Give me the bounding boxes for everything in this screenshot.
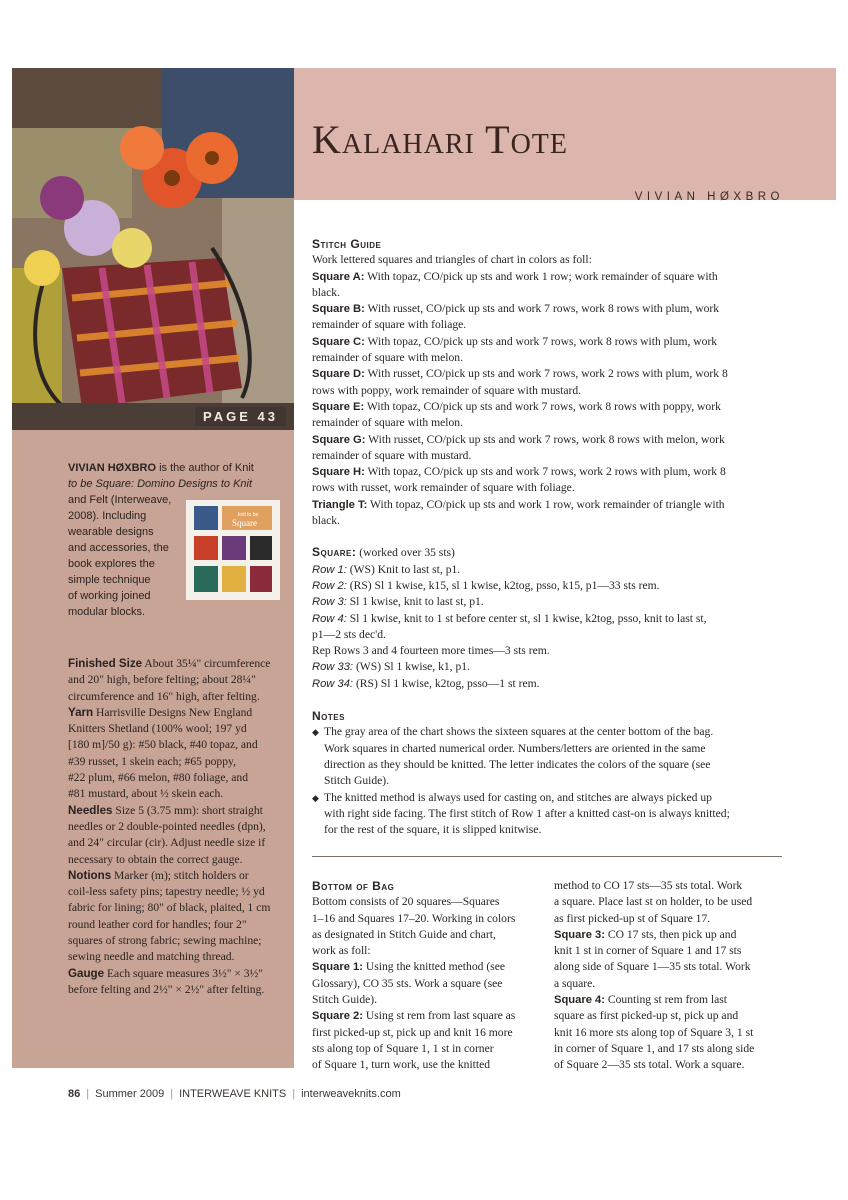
main-content xyxy=(312,236,786,838)
spec-line: Knitters Shetland (100% wool; 197 yd xyxy=(68,722,247,736)
note-line: Stitch Guide). xyxy=(324,774,390,788)
square-heading: Square: xyxy=(312,545,357,560)
spec-line: Finished Size About 35¼" circumference xyxy=(68,657,271,670)
issue-label: Summer 2009 xyxy=(95,1088,165,1100)
notes-heading: Notes xyxy=(312,709,345,724)
magazine-name: INTERWEAVE KNITS xyxy=(179,1088,287,1100)
stitch-guide-line: Square A: With topaz, CO/pick up sts and work 1 row; work remainder of square with xyxy=(312,269,718,283)
spec-line: and 24" circular (cir). Adjust needle size if xyxy=(68,836,266,850)
title-band xyxy=(294,68,836,203)
spec-line: sewing needle and matching thread. xyxy=(68,950,235,964)
body-line: 1–16 and Squares 17–20. Working in colors xyxy=(312,911,516,925)
body-line: first picked-up st, pick up and knit 16 more xyxy=(312,1025,513,1039)
body-line: work as foll: xyxy=(312,944,371,958)
stitch-guide-line: rows with poppy, work remainder of square with mustard. xyxy=(312,383,582,397)
square-row: Rep Rows 3 and 4 fourteen more times—3 sts rem. xyxy=(312,644,550,658)
page-reference-label: PAGE 43 xyxy=(195,407,286,426)
note-item: ◆ The gray area of the chart shows the sixteen squares at the center bottom of the bag. xyxy=(312,724,786,740)
designer-byline: VIVIAN HØXBRO xyxy=(634,191,784,203)
note-line: for the rest of the square, it is slipped knitwise. xyxy=(324,823,542,837)
body-line: Square 2: Using st rem from last square as xyxy=(312,1009,516,1023)
stitch-guide-line: rows with russet, work remainder of square with foliage. xyxy=(312,481,575,495)
body-line: Square 4: Counting st rem from last xyxy=(554,993,728,1007)
square-heading-line xyxy=(312,544,786,561)
bio-line: book explores the xyxy=(68,558,155,570)
spec-line: necessary to obtain the correct gauge. xyxy=(68,852,243,866)
square-row: Row 2: (RS) Sl 1 kwise, k15, sl 1 kwise, k2tog, psso, k15, p1—33 sts rem. xyxy=(312,578,660,592)
website-link[interactable]: interweaveknits.com xyxy=(301,1088,401,1100)
footer-separator: | xyxy=(170,1088,174,1100)
note-line: direction as they should be knitted. The letter indicates the colors of the square (see xyxy=(324,757,711,771)
stitch-guide-text xyxy=(312,252,786,529)
bio-line: and Felt (Interweave, xyxy=(68,494,172,506)
spec-line: coil-less safety pins; tapestry needle; ½ yd xyxy=(68,885,265,899)
book-cover-graphic xyxy=(186,500,280,600)
spec-line: [180 m]/50 g): #50 black, #40 topaz, and xyxy=(68,738,258,752)
footer-separator: | xyxy=(86,1088,90,1100)
book-title-small: knit to be xyxy=(238,512,259,518)
sidebar xyxy=(12,430,294,1068)
note-line: Work squares in charted numerical order. Numbers/letters are oriented in the same xyxy=(324,741,706,755)
square-row: Row 3: Sl 1 kwise, knit to last st, p1. xyxy=(312,595,484,609)
stitch-guide-line: Square B: With russet, CO/pick up sts and work 7 rows, work 8 rows with plum, work xyxy=(312,302,720,316)
bio-line: of working joined xyxy=(68,590,151,602)
body-line: knit 16 more sts along top of Square 3, 1 st xyxy=(554,1025,754,1039)
diamond-bullet-icon: ◆ xyxy=(312,727,319,738)
spec-line: before felting and 2½" × 2½" after felting. xyxy=(68,982,265,996)
square-row: Row 4: Sl 1 kwise, knit to 1 st before center st, sl 1 kwise, k2tog, psso, knit to last st, xyxy=(312,611,707,625)
stitch-guide-line: Square D: With russet, CO/pick up sts and work 7 rows, work 2 rows with plum, work 8 xyxy=(312,367,728,381)
stitch-guide-line: remainder of square with melon. xyxy=(312,351,463,365)
body-line: a square. Place last st on holder, to be used xyxy=(554,895,753,909)
bio-line: simple technique xyxy=(68,574,151,586)
body-line: a square. xyxy=(554,976,596,990)
stitch-guide-line: Work lettered squares and triangles of chart in colors as foll: xyxy=(312,253,592,267)
body-line: of Square 1, turn work, use the knitted xyxy=(312,1058,491,1072)
spec-line: needles or 2 double-pointed needles (dpn), xyxy=(68,819,266,833)
spec-line: Needles Size 5 (3.75 mm): short straight xyxy=(68,803,263,817)
body-line: of Square 2—35 sts total. Work a square. xyxy=(554,1058,745,1072)
section-divider xyxy=(312,856,782,857)
cover-photo xyxy=(12,68,294,430)
spec-line: #22 plum, #66 melon, #80 foliage, and xyxy=(68,771,248,785)
stitch-guide-line: black. xyxy=(312,514,341,528)
spec-line: Gauge Each square measures 3½" × 3½" xyxy=(68,966,264,980)
book-cover-image xyxy=(186,500,280,600)
stitch-guide-line: Triangle T: With topaz, CO/pick up sts and work 1 row, work remainder of triangle with xyxy=(312,497,725,511)
spec-line: #81 mustard, about ½ skein each. xyxy=(68,787,224,801)
author-name: VIVIAN HØXBRO xyxy=(68,462,157,474)
diamond-bullet-icon: ◆ xyxy=(312,792,319,803)
tote-photo-illustration xyxy=(12,68,294,430)
specs-block xyxy=(68,656,290,998)
body-line: Square 1: Using the knitted method (see xyxy=(312,960,505,974)
stitch-guide-line: Square E: With topaz, CO/pick up sts and work 7 rows, work 8 rows with poppy, work xyxy=(312,399,721,413)
body-line: sts along top of Square 1, 1 st in corner xyxy=(312,1041,494,1055)
body-line: as designated in Stitch Guide and chart, xyxy=(312,927,496,941)
stitch-guide-line: Square H: With topaz, CO/pick up sts and work 7 rows, work 2 rows with plum, work 8 xyxy=(312,465,726,479)
body-line: knit 1 st in corner of Square 1 and 17 sts xyxy=(554,944,742,958)
bio-line: to be Square: Domino Designs to Knit xyxy=(68,478,253,490)
stitch-guide-line: black. xyxy=(312,285,341,299)
notes-list xyxy=(312,724,786,838)
spec-line: fabric for lining; 80" of black, plaited, 1 cm xyxy=(68,901,271,915)
page-number: 86 xyxy=(68,1088,81,1100)
author-bio xyxy=(68,460,254,620)
square-instructions xyxy=(312,562,786,692)
bio-line: 2008). Including xyxy=(68,510,147,522)
body-line: Stitch Guide). xyxy=(312,993,378,1007)
book-title-big: Square xyxy=(232,518,257,528)
bio-line: VIVIAN HØXBRO is the author of Knit xyxy=(68,462,254,474)
body-line: square as first picked-up st, pick up and xyxy=(554,1009,739,1023)
note-line: with right side facing. The first stitch of Row 1 after a knitted cast-on is always knitted; xyxy=(324,806,730,820)
stitch-guide-line: remainder of square with melon. xyxy=(312,416,463,430)
spec-line: Notions Marker (m); stitch holders or xyxy=(68,868,249,882)
square-row: p1—2 sts dec'd. xyxy=(312,627,386,641)
stitch-guide-line: Square G: With russet, CO/pick up sts and work 7 rows, work 8 rows with melon, work xyxy=(312,432,725,446)
bottom-of-bag-heading: Bottom of Bag xyxy=(312,879,395,893)
stitch-guide-line: Square C: With topaz, CO/pick up sts and work 7 rows, work 8 rows with plum, work xyxy=(312,334,718,348)
body-line: Square 3: CO 17 sts, then pick up and xyxy=(554,927,737,941)
note-item: ◆ The knitted method is always used for casting on, and stitches are always picked up xyxy=(312,790,786,806)
bottom-of-bag-right-column xyxy=(554,878,784,1074)
square-row: Row 34: (RS) Sl 1 kwise, k2tog, psso—1 st rem. xyxy=(312,676,540,690)
spec-line: Yarn Harrisville Designs New England xyxy=(68,705,253,719)
spec-line: and 20" high, before felting; about 28¼" xyxy=(68,673,256,687)
page-footer xyxy=(68,1088,401,1100)
spec-line: #39 russet, 1 skein each; #65 poppy, xyxy=(68,754,236,768)
spec-line: squares of strong fabric; sewing machine; xyxy=(68,934,262,948)
body-line: Bottom consists of 20 squares—Squares xyxy=(312,895,500,909)
square-row: Row 1: (WS) Knit to last st, p1. xyxy=(312,562,461,576)
stitch-guide-line: remainder of square with foliage. xyxy=(312,318,467,332)
body-line: along side of Square 1—35 sts total. Work xyxy=(554,960,751,974)
body-line: Glossary), CO 35 sts. Work a square (see xyxy=(312,976,503,990)
bio-line: modular blocks. xyxy=(68,606,146,618)
body-line: as first picked-up st of Square 17. xyxy=(554,911,711,925)
bio-line: wearable designs xyxy=(68,526,154,538)
bottom-of-bag-left-column xyxy=(312,878,542,1074)
bio-line: and accessories, the xyxy=(68,542,169,554)
spec-line: round leather cord for handles; four 2" xyxy=(68,917,247,931)
body-line: in corner of Square 1, and 17 sts along side xyxy=(554,1041,755,1055)
page-title: Kalahari Tote xyxy=(312,117,569,162)
body-line: method to CO 17 sts—35 sts total. Work xyxy=(554,879,743,892)
footer-separator: | xyxy=(292,1088,296,1100)
spec-line: circumference and 16" high, after felting. xyxy=(68,689,260,703)
square-row: Row 33: (WS) Sl 1 kwise, k1, p1. xyxy=(312,660,470,674)
square-heading-note: (worked over 35 sts) xyxy=(356,546,455,560)
stitch-guide-heading: Stitch Guide xyxy=(312,237,382,251)
stitch-guide-line: remainder of square with mustard. xyxy=(312,448,472,462)
